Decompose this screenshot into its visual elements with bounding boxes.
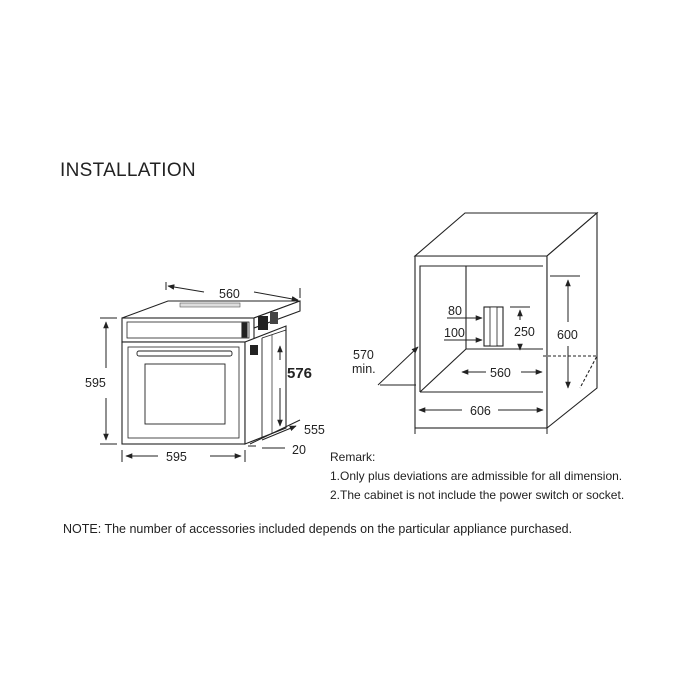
- oven-inner-height-label: 576: [287, 365, 313, 382]
- cabinet-height-label: 600: [557, 328, 578, 342]
- oven-width-bottom-label: 595: [166, 450, 187, 464]
- cabinet-opening-80-label: 80: [448, 304, 462, 318]
- oven-drawing: [122, 301, 300, 444]
- cabinet-opening-250-label: 250: [514, 325, 535, 339]
- cabinet-drawing: [415, 213, 597, 428]
- oven-width-top-label: 560: [219, 287, 240, 301]
- cabinet-depth-unit-label: min.: [352, 362, 376, 376]
- cabinet-opening-100-label: 100: [444, 326, 465, 340]
- cabinet-depth-label: 570: [353, 348, 374, 362]
- remarks-heading: Remark:: [330, 450, 376, 464]
- oven-door-label: 20: [292, 443, 306, 457]
- remarks-block: [330, 448, 624, 505]
- remarks-line-2: 2.The cabinet is not include the power switch or socket.: [330, 488, 625, 502]
- oven-height-label: 595: [85, 376, 106, 390]
- cabinet-outer-width-label: 606: [470, 404, 491, 418]
- oven-depth-label: 555: [304, 423, 325, 437]
- remarks-line-1: 1.Only plus deviations are admissible for all dimension.: [330, 469, 623, 483]
- cabinet-inner-width-label: 560: [490, 366, 511, 380]
- note-text: NOTE: The number of accessories included depends on the particular appliance purchased.: [63, 522, 573, 536]
- page-title: INSTALLATION: [60, 160, 196, 181]
